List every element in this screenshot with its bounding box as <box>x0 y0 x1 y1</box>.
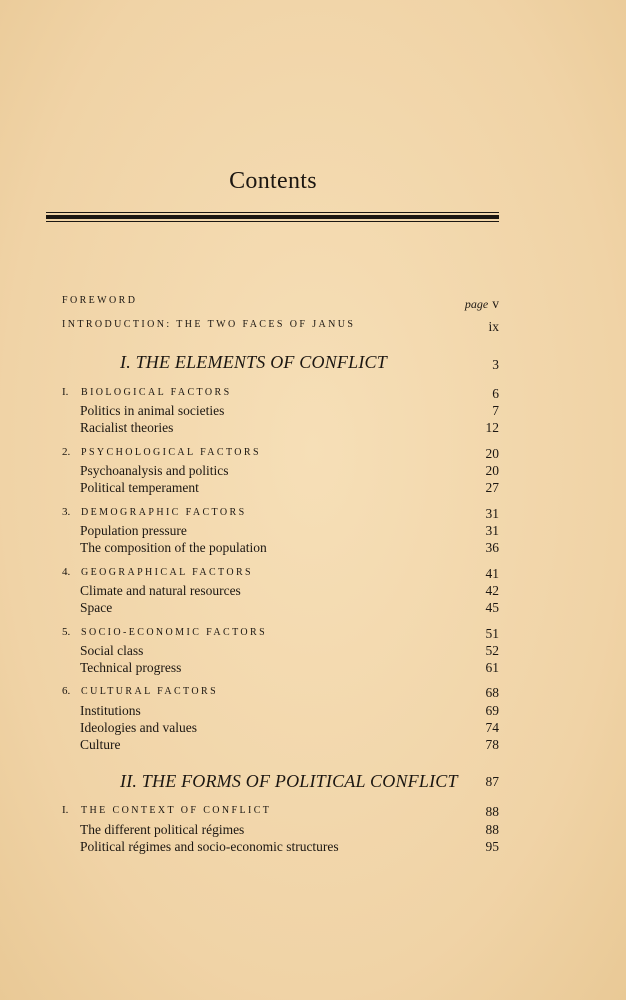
toc-section <box>62 822 499 840</box>
toc-entry-label: FOREWORD <box>62 295 138 306</box>
toc-chapter <box>62 804 499 822</box>
toc-section <box>62 540 499 558</box>
toc-entry-label: INTRODUCTION: THE TWO FACES OF JANUS <box>62 319 356 330</box>
chapter-page: 51 <box>485 626 499 641</box>
toc-chapter <box>62 685 499 703</box>
section-title: Politics in animal societies <box>80 403 225 418</box>
toc-part-heading <box>62 771 499 795</box>
section-page: 45 <box>485 600 499 615</box>
chapter-number: I. <box>62 804 69 816</box>
toc-part-page: 3 <box>492 357 499 372</box>
title-rule-bottom <box>46 221 499 222</box>
section-title: Political temperament <box>80 480 199 495</box>
toc-entry-page: ix <box>488 319 499 334</box>
section-title: Space <box>80 600 113 615</box>
section-page: 95 <box>485 839 499 854</box>
toc-chapter <box>62 566 499 584</box>
toc-chapter <box>62 386 499 404</box>
toc-section <box>62 403 499 421</box>
section-title: Population pressure <box>80 523 187 538</box>
section-page: 69 <box>485 703 499 718</box>
title-rule-top <box>46 212 499 213</box>
chapter-page: 88 <box>485 804 499 819</box>
section-page: 20 <box>485 463 499 478</box>
toc-section <box>62 703 499 721</box>
toc-section <box>62 523 499 541</box>
section-title: The different political régimes <box>80 822 245 837</box>
chapter-page: 41 <box>485 566 499 581</box>
toc-section <box>62 463 499 481</box>
chapter-number: I. <box>62 386 69 398</box>
toc-part-title: I. THE ELEMENTS OF CONFLICT <box>120 352 387 372</box>
section-title: Technical progress <box>80 660 182 675</box>
chapter-title: SOCIO-ECONOMIC FACTORS <box>81 627 268 638</box>
section-title: Institutions <box>80 703 141 718</box>
toc-part-title: II. THE FORMS OF POLITICAL CONFLICT <box>120 771 458 791</box>
toc-section <box>62 643 499 661</box>
section-page: 31 <box>485 523 499 538</box>
toc-chapter <box>62 506 499 524</box>
section-page: 12 <box>485 420 499 435</box>
section-title: Climate and natural resources <box>80 583 241 598</box>
toc-section <box>62 583 499 601</box>
section-title: Racialist theories <box>80 420 174 435</box>
section-page: 27 <box>485 480 499 495</box>
toc-chapter <box>62 626 499 644</box>
chapter-title: THE CONTEXT OF CONFLICT <box>81 805 272 816</box>
section-title: Culture <box>80 737 121 752</box>
chapter-number: 6. <box>62 685 71 697</box>
toc-part-heading <box>62 352 499 376</box>
toc-chapter <box>62 446 499 464</box>
toc-section <box>62 480 499 498</box>
chapter-page: 6 <box>492 386 499 401</box>
section-page: 88 <box>485 822 499 837</box>
toc-entry-foreword <box>62 295 499 313</box>
chapter-title: BIOLOGICAL FACTORS <box>81 387 232 398</box>
section-title: Social class <box>80 643 144 658</box>
chapter-page: 68 <box>485 685 499 700</box>
toc-section <box>62 720 499 738</box>
page-prefix: page <box>464 297 489 311</box>
toc-part-page: 87 <box>485 774 499 789</box>
chapter-number: 4. <box>62 566 71 578</box>
section-page: 7 <box>492 403 499 418</box>
chapter-number: 5. <box>62 626 71 638</box>
toc-section <box>62 600 499 618</box>
section-page: 36 <box>485 540 499 555</box>
toc-entry-page: v <box>492 296 499 311</box>
toc-section <box>62 420 499 438</box>
section-title: The composition of the population <box>80 540 267 555</box>
section-page: 42 <box>485 583 499 598</box>
section-title: Ideologies and values <box>80 720 197 735</box>
chapter-number: 2. <box>62 446 71 458</box>
section-page: 61 <box>485 660 499 675</box>
toc-entry-introduction <box>62 319 499 337</box>
toc-section <box>62 737 499 755</box>
chapter-title: CULTURAL FACTORS <box>81 686 219 697</box>
page-title: Contents <box>229 168 317 194</box>
chapter-page: 20 <box>485 446 499 461</box>
chapter-page: 31 <box>485 506 499 521</box>
toc-section <box>62 839 499 857</box>
chapter-title: GEOGRAPHICAL FACTORS <box>81 567 253 578</box>
section-page: 78 <box>485 737 499 752</box>
section-title: Political régimes and socio-economic structures <box>80 839 339 854</box>
toc-section <box>62 660 499 678</box>
section-page: 52 <box>485 643 499 658</box>
section-page: 74 <box>485 720 499 735</box>
chapter-title: DEMOGRAPHIC FACTORS <box>81 507 247 518</box>
section-title: Psychoanalysis and politics <box>80 463 229 478</box>
chapter-title: PSYCHOLOGICAL FACTORS <box>81 447 261 458</box>
title-rule-thick <box>46 215 499 219</box>
chapter-number: 3. <box>62 506 71 518</box>
